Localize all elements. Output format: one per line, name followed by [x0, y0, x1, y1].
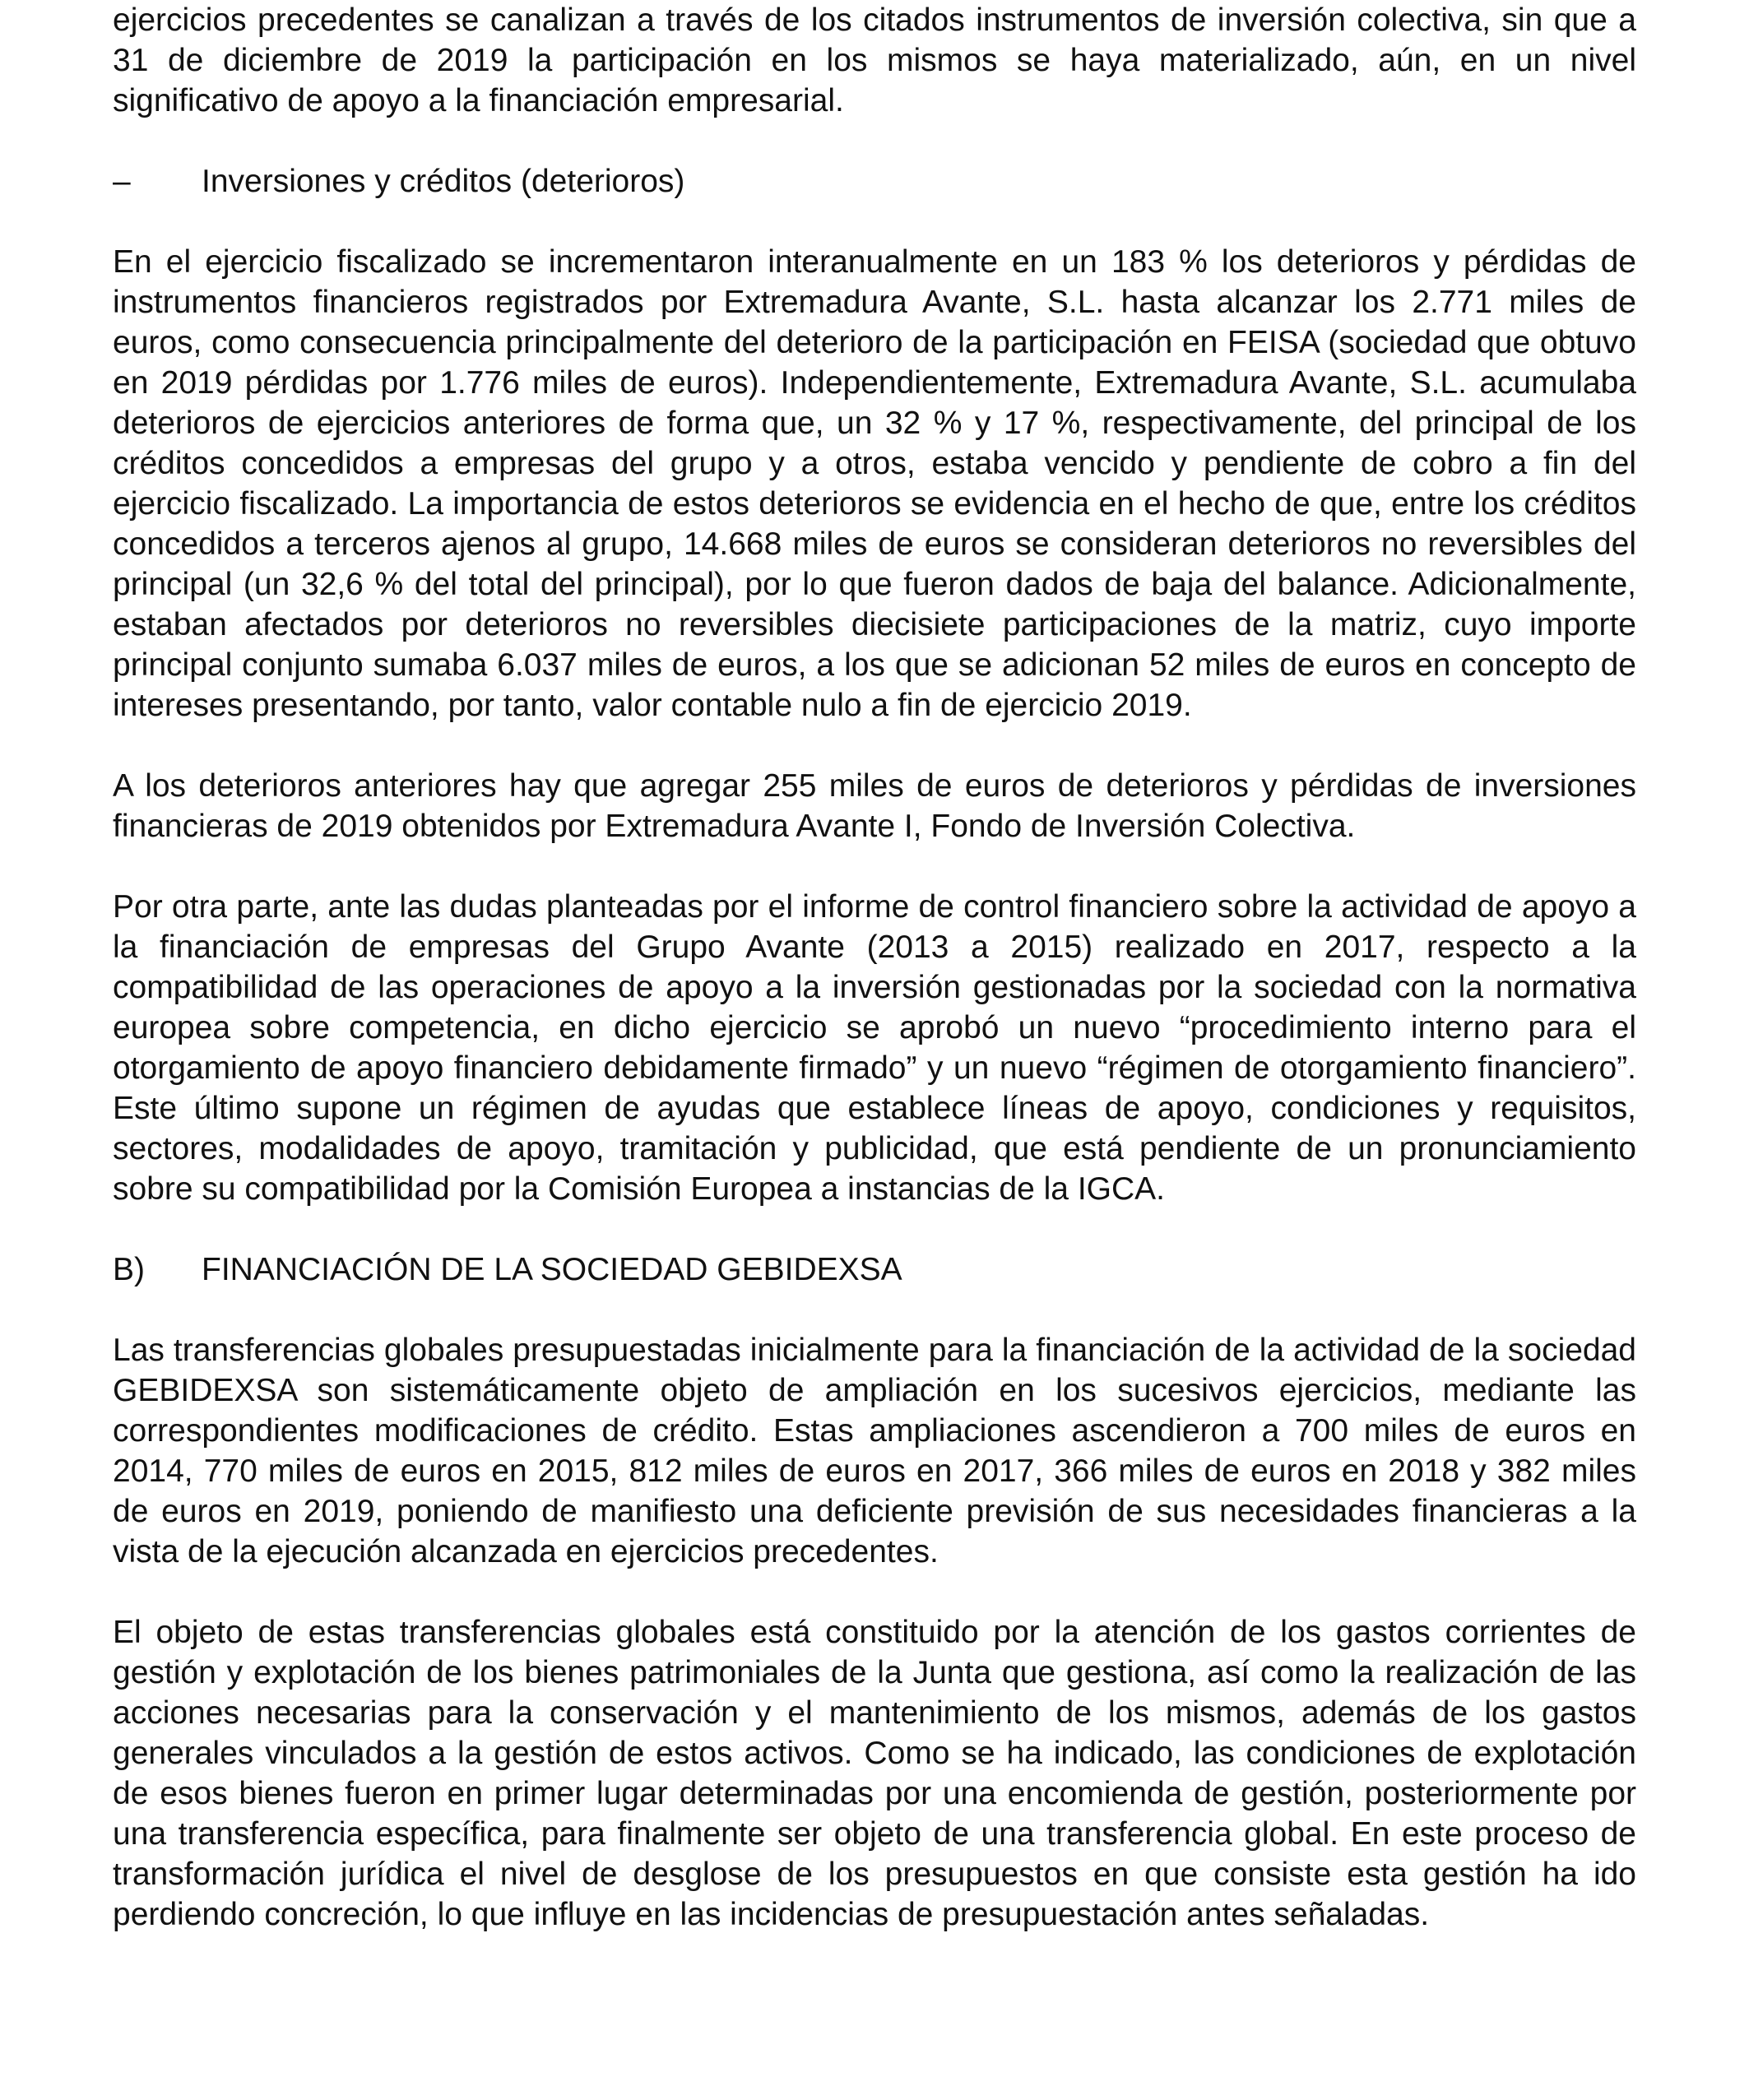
- spacer: [113, 202, 1636, 242]
- spacer: [113, 1572, 1636, 1612]
- document-page: [113, 0, 1636, 1935]
- spacer: [113, 846, 1636, 887]
- section-heading-b: [113, 1249, 1636, 1290]
- spacer: [113, 725, 1636, 766]
- spacer: [113, 1290, 1636, 1330]
- spacer: [113, 121, 1636, 161]
- bullet-item-inversiones: [113, 161, 1636, 202]
- spacer: [113, 1209, 1636, 1249]
- bullet-text: Inversiones y créditos (deterioros): [202, 164, 685, 199]
- section-title: FINANCIACIÓN DE LA SOCIEDAD GEBIDEXSA: [202, 1252, 902, 1287]
- paragraph-agregar: A los deterioros anteriores hay que agregar 255 miles de euros de deterioros y pérdidas de inversiones financieras de 2019 obtenidos por Extremadura Avante I, Fondo de Inversión Colectiva.: [113, 768, 1636, 844]
- paragraph-transferencias: Las transferencias globales presupuestadas inicialmente para la financiación de la actividad de la sociedad GEBIDEXSA son sistemáticamente objeto de ampliación en los sucesivos ejercicios, mediante las correspondientes modificaciones de crédito. Estas ampliaciones ascendieron a 700 miles de euros en 2014, 770 miles de euros en 2015, 812 miles de euros en 2017, 366 miles de euros en 2018 y 382 miles de euros en 2019, poniendo de manifiesto una deficiente previsión de sus necesidades financieras a la vista de la ejecución alcanzada en ejercicios precedentes.: [113, 1333, 1636, 1569]
- section-letter: B): [113, 1252, 145, 1287]
- paragraph-continuation: ejercicios precedentes se canalizan a través de los citados instrumentos de inversión colectiva, sin que a 31 de diciembre de 2019 la participación en los mismos se haya materializado, aún, en un nivel significativo de apoyo a la financiación empresarial.: [113, 2, 1636, 118]
- paragraph-objeto: El objeto de estas transferencias globales está constituido por la atención de los gastos corrientes de gestión y explotación de los bienes patrimoniales de la Junta que gestiona, así como la realización de las acciones necesarias para la conservación y el mantenimiento de los mismos, además de los gastos generales vinculados a la gestión de estos activos. Como se ha indicado, las condiciones de explotación de esos bienes fueron en primer lugar determinadas por una encomienda de gestión, posteriormente por una transferencia específica, para finalmente ser objeto de una transferencia global. En este proceso de transformación jurídica el nivel de desglose de los presupuestos en que consiste esta gestión ha ido perdiendo concreción, lo que influye en las incidencias de presupuestación antes señaladas.: [113, 1615, 1636, 1932]
- paragraph-deterioros: En el ejercicio fiscalizado se incrementaron interanualmente en un 183 % los deterioros y pérdidas de instrumentos financieros registrados por Extremadura Avante, S.L. hasta alcanzar los 2.771 miles de euros, como consecuencia principalmente del deterioro de la participación en FEISA (sociedad que obtuvo en 2019 pérdidas por 1.776 miles de euros). Independientemente, Extremadura Avante, S.L. acumulaba deterioros de ejercicios anteriores de forma que, un 32 % y 17 %, respectivamente, del principal de los créditos concedidos a empresas del grupo y a otros, estaba vencido y pendiente de cobro a fin del ejercicio fiscalizado. La importancia de estos deterioros se evidencia en el hecho de que, entre los créditos concedidos a terceros ajenos al grupo, 14.668 miles de euros se consideran deterioros no reversibles del principal (un 32,6 % del total del principal), por lo que fueron dados de baja del balance. Adicionalmente, estaban afectados por deterioros no reversibles diecisiete participaciones de la matriz, cuyo importe principal conjunto sumaba 6.037 miles de euros, a los que se adicionan 52 miles de euros en concepto de intereses presentando, por tanto, valor contable nulo a fin de ejercicio 2019.: [113, 244, 1636, 723]
- dash-bullet-marker: –: [113, 164, 131, 199]
- paragraph-control-financiero: Por otra parte, ante las dudas planteadas por el informe de control financiero sobre la actividad de apoyo a la financiación de empresas del Grupo Avante (2013 a 2015) realizado en 2017, respecto a la compatibilidad de las operaciones de apoyo a la inversión gestionadas por la sociedad con la normativa europea sobre competencia, en dicho ejercicio se aprobó un nuevo “procedimiento interno para el otorgamiento de apoyo financiero debidamente firmado” y un nuevo “régimen de otorgamiento financiero”. Este último supone un régimen de ayudas que establece líneas de apoyo, condiciones y requisitos, sectores, modalidades de apoyo, tramitación y publicidad, que está pendiente de un pronunciamiento sobre su compatibilidad por la Comisión Europea a instancias de la IGCA.: [113, 889, 1636, 1207]
